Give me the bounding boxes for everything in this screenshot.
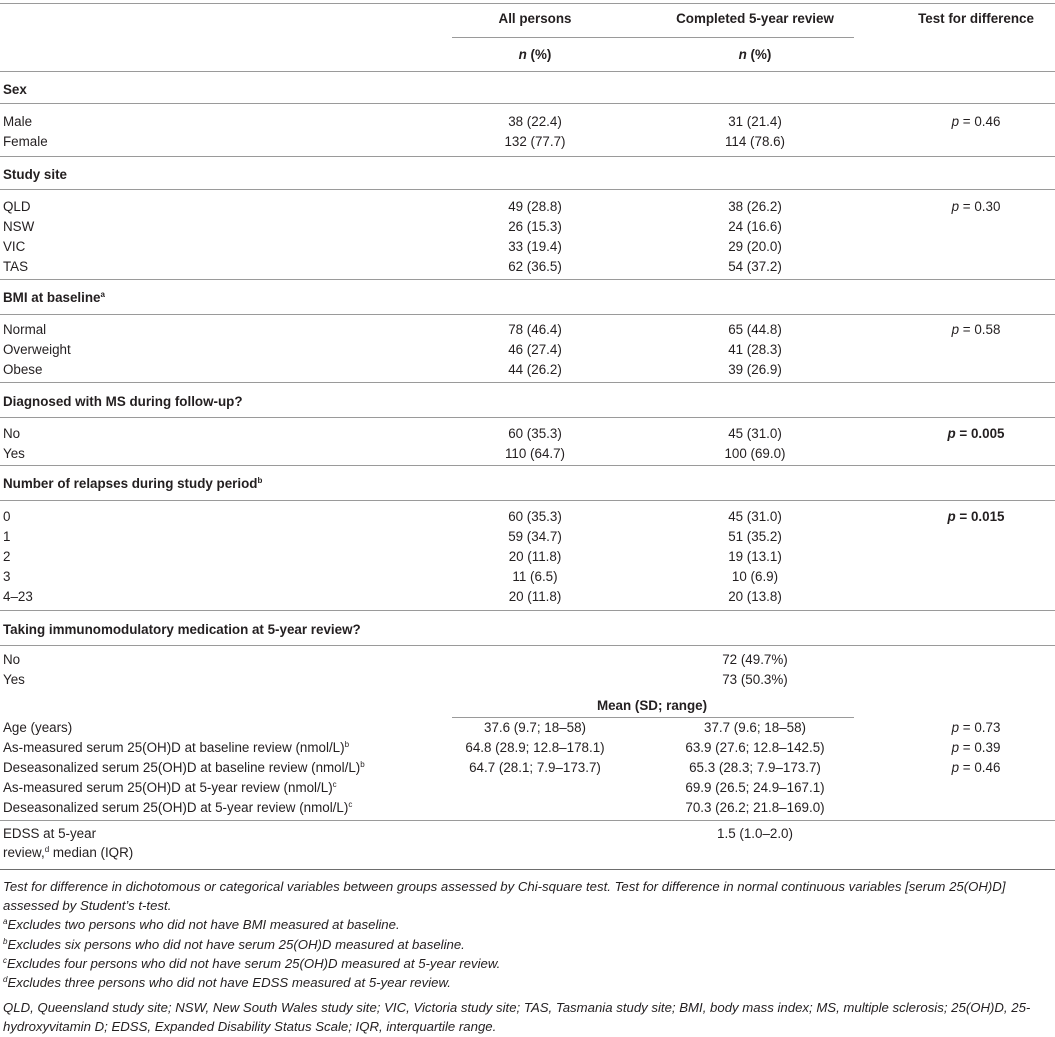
footnote-list — [3, 915, 1043, 992]
completed-value: 37.7 (9.6; 18–58) — [704, 720, 806, 735]
table-row — [0, 424, 1055, 444]
mean-row-label — [3, 738, 349, 758]
section-title-underline — [0, 645, 1055, 646]
row-label: No — [3, 426, 21, 441]
test-value — [900, 738, 1052, 758]
completed-value: 65 (44.8) — [728, 322, 782, 337]
completed-value: 20 (13.8) — [728, 589, 782, 604]
edss-rule — [0, 820, 1055, 821]
test-value — [900, 197, 1052, 217]
row-label: Overweight — [3, 342, 71, 357]
completed-value: 19 (13.1) — [728, 549, 782, 564]
mean-row-label — [3, 758, 365, 778]
section-title-underline — [0, 500, 1055, 501]
p-symbol: p — [951, 720, 960, 735]
n-percent-all: n (%) — [518, 47, 552, 62]
n-percent-row — [0, 45, 1055, 65]
all-persons-value: 49 (28.8) — [508, 199, 562, 214]
table-row — [0, 217, 1055, 237]
table-row — [0, 587, 1055, 607]
test-value — [900, 507, 1052, 527]
section-title-underline — [0, 417, 1055, 418]
footnote-item — [3, 935, 1043, 954]
p-value: = 0.30 — [959, 199, 1001, 214]
row-label: Obese — [3, 362, 43, 377]
footnote-abbreviations: QLD, Queensland study site; NSW, New South Wales study site; VIC, Victoria study site; TAS, Tasmania study site; BMI, body mass index; MS, multiple sclerosis; 25(OH)D, 25-hydroxyvitamin D; EDSS, Expanded Disability Status Scale; IQR, interquartile range. — [3, 1000, 1031, 1035]
row-label: 0 — [3, 509, 11, 524]
all-persons-value: 33 (19.4) — [508, 239, 562, 254]
table-row — [0, 567, 1055, 587]
completed-value: 65.3 (28.3; 7.9–173.7) — [689, 760, 821, 775]
section-title — [3, 620, 361, 640]
all-persons-value: 60 (35.3) — [508, 426, 562, 441]
section-title — [3, 165, 67, 185]
table-row — [0, 340, 1055, 360]
header-completed-review: Completed 5-year review — [676, 11, 834, 26]
section-rule — [0, 465, 1055, 466]
p-value: = 0.46 — [959, 760, 1001, 775]
table-row — [0, 197, 1055, 217]
header-test-difference: Test for difference — [918, 11, 1034, 26]
footnote-text: Excludes three persons who did not have EDSS measured at 5-year review. — [7, 975, 451, 991]
section-title — [3, 288, 105, 308]
section-title-text: Study site — [3, 167, 67, 182]
completed-value: 31 (21.4) — [728, 114, 782, 129]
section-title-text: BMI at baseline — [3, 290, 101, 305]
section-title-row — [0, 620, 1055, 640]
table-bottom-rule — [0, 869, 1055, 870]
footnotes — [3, 877, 1043, 1037]
all-persons-value: 11 (6.5) — [512, 569, 558, 584]
completed-value: 39 (26.9) — [728, 362, 782, 377]
p-symbol: p — [951, 199, 960, 214]
all-persons-value: 26 (15.3) — [508, 219, 562, 234]
edss-row — [0, 824, 1055, 844]
n-percent-completed: n (%) — [738, 47, 772, 62]
all-persons-value: 78 (46.4) — [508, 322, 562, 337]
completed-value: 10 (6.9) — [731, 569, 779, 584]
table-row — [0, 320, 1055, 340]
completed-value: 69.9 (26.5; 24.9–167.1) — [685, 780, 825, 795]
row-label: No — [3, 652, 21, 667]
row-label: 4–23 — [3, 589, 33, 604]
footnote-item — [3, 954, 1043, 973]
completed-value: 54 (37.2) — [728, 259, 782, 274]
p-symbol: p — [951, 760, 960, 775]
all-persons-value: 44 (26.2) — [508, 362, 562, 377]
edss-label: EDSS at 5-year review,$^d$ median (IQR) — [3, 826, 134, 860]
mean-row — [0, 758, 1055, 778]
mean-row-sup: b — [344, 740, 350, 749]
footnote-sup: d — [3, 975, 8, 985]
table-top-rule — [0, 3, 1055, 4]
p-value: = 0.46 — [959, 114, 1001, 129]
p-value: = 0.39 — [959, 740, 1001, 755]
section-title — [3, 392, 243, 412]
row-label: VIC — [3, 239, 26, 254]
all-persons-value: 110 (64.7) — [504, 446, 566, 461]
all-persons-value: 64.7 (28.1; 7.9–173.7) — [469, 760, 601, 775]
section-title-underline — [0, 103, 1055, 104]
section-rule — [0, 156, 1055, 157]
completed-value: 38 (26.2) — [728, 199, 782, 214]
row-label: NSW — [3, 219, 35, 234]
p-symbol: p — [947, 426, 956, 441]
row-label: Normal — [3, 322, 47, 337]
test-value — [900, 758, 1052, 778]
table-row — [0, 112, 1055, 132]
mean-row-label-text: Age (years) — [3, 720, 73, 735]
section-title-row — [0, 392, 1055, 412]
section-title-sup: b — [257, 476, 263, 485]
all-persons-value: 20 (11.8) — [508, 549, 562, 564]
completed-value: 100 (69.0) — [724, 446, 786, 461]
all-persons-value: 59 (34.7) — [508, 529, 562, 544]
table-row — [0, 527, 1055, 547]
completed-value: 24 (16.6) — [728, 219, 782, 234]
section-title — [3, 474, 262, 494]
table-row — [0, 444, 1055, 464]
mean-row-label-text: Deseasonalized serum 25(OH)D at 5-year review (nmol/L) — [3, 800, 349, 815]
all-persons-value: 38 (22.4) — [508, 114, 562, 129]
completed-value: 51 (35.2) — [728, 529, 782, 544]
row-label: Male — [3, 114, 33, 129]
footnote-main: Test for difference in dichotomous or categorical variables between groups assessed by Chi-square test. Test for difference in normal continuous variables [serum 25(OH)D] assessed by Student’s t-test. — [3, 879, 1006, 914]
all-persons-value: 64.8 (28.9; 12.8–178.1) — [465, 740, 605, 755]
p-value: = 0.73 — [959, 720, 1001, 735]
row-label: 1 — [3, 529, 11, 544]
mean-row-label — [3, 778, 337, 798]
p-value: = 0.015 — [955, 509, 1005, 524]
all-persons-value: 62 (36.5) — [508, 259, 562, 274]
footnote-item — [3, 973, 1043, 992]
mean-row-label-text: Deseasonalized serum 25(OH)D at baseline review (nmol/L) — [3, 760, 361, 775]
p-symbol: p — [951, 740, 960, 755]
row-label: Yes — [3, 446, 25, 461]
completed-value: 45 (31.0) — [728, 426, 782, 441]
row-label: TAS — [3, 259, 29, 274]
p-value: = 0.58 — [959, 322, 1001, 337]
header-underline — [452, 37, 854, 38]
footnote-item — [3, 915, 1043, 934]
mean-row — [0, 738, 1055, 758]
completed-value: 72 (49.7%) — [722, 652, 788, 667]
mean-row-label-text: As-measured serum 25(OH)D at baseline review (nmol/L) — [3, 740, 345, 755]
section-title-row — [0, 474, 1055, 494]
footnote-sup: c — [3, 955, 7, 965]
row-label: 3 — [3, 569, 11, 584]
p-symbol: p — [947, 509, 956, 524]
completed-value: 45 (31.0) — [728, 509, 782, 524]
section-title-row — [0, 165, 1055, 185]
section-title-text: Number of relapses during study period — [3, 476, 258, 491]
mean-row — [0, 778, 1055, 798]
section-title-row — [0, 80, 1055, 100]
mean-row-label-text: As-measured serum 25(OH)D at 5-year review (nmol/L) — [3, 780, 333, 795]
table-row — [0, 507, 1055, 527]
footnote-text: Excludes two persons who did not have BMI measured at baseline. — [7, 917, 400, 933]
p-symbol: p — [951, 114, 960, 129]
table-row — [0, 237, 1055, 257]
all-persons-value: 46 (27.4) — [508, 342, 562, 357]
row-label: Female — [3, 134, 48, 149]
all-persons-value: 20 (11.8) — [508, 589, 562, 604]
completed-value: 73 (50.3%) — [722, 672, 788, 687]
test-value — [900, 424, 1052, 444]
section-title — [3, 80, 27, 100]
header-row — [0, 9, 1055, 29]
test-value — [900, 320, 1052, 340]
completed-value: 41 (28.3) — [728, 342, 782, 357]
p-value: = 0.005 — [955, 426, 1005, 441]
all-persons-value: 132 (77.7) — [504, 134, 566, 149]
table-row — [0, 360, 1055, 380]
test-value — [900, 112, 1052, 132]
mean-header-row — [0, 696, 1055, 716]
section-title-text: Sex — [3, 82, 27, 97]
mean-row-sup: b — [360, 760, 365, 769]
test-value — [900, 718, 1052, 738]
edss-completed-value: 1.5 (1.0–2.0) — [717, 826, 793, 841]
section-title-text: Taking immunomodulatory medication at 5-year review? — [3, 622, 361, 637]
row-label: 2 — [3, 549, 11, 564]
table-row — [0, 650, 1055, 670]
completed-value: 114 (78.6) — [724, 134, 786, 149]
section-rule — [0, 279, 1055, 280]
completed-value: 29 (20.0) — [728, 239, 782, 254]
footnote-text: Excludes four persons who did not have serum 25(OH)D measured at 5-year review. — [7, 955, 501, 971]
section-title-sup: a — [100, 290, 105, 299]
table-row — [0, 132, 1055, 152]
section-title-underline — [0, 189, 1055, 190]
row-label: QLD — [3, 199, 31, 214]
footnote-sup: b — [3, 936, 8, 946]
mean-row-sup: c — [348, 800, 353, 809]
all-persons-value: 60 (35.3) — [508, 509, 562, 524]
table-row — [0, 547, 1055, 567]
completed-value: 63.9 (27.6; 12.8–142.5) — [685, 740, 825, 755]
p-symbol: p — [951, 322, 960, 337]
all-persons-value: 37.6 (9.7; 18–58) — [484, 720, 586, 735]
row-label: Yes — [3, 672, 25, 687]
mean-row-label — [3, 798, 352, 818]
section-rule — [0, 71, 1055, 72]
mean-header: Mean (SD; range) — [596, 698, 708, 713]
mean-row-label — [3, 718, 72, 738]
section-rule — [0, 610, 1055, 611]
section-rule — [0, 382, 1055, 383]
header-all-persons: All persons — [498, 11, 572, 26]
mean-row-sup: c — [332, 780, 337, 789]
footnote-text: Excludes six persons who did not have serum 25(OH)D measured at baseline. — [7, 936, 465, 952]
completed-value: 70.3 (26.2; 21.8–169.0) — [685, 800, 825, 815]
footnote-sup: a — [3, 917, 8, 927]
section-title-text: Diagnosed with MS during follow-up? — [3, 394, 243, 409]
mean-row — [0, 798, 1055, 818]
table-row — [0, 257, 1055, 277]
mean-row — [0, 718, 1055, 738]
section-title-row — [0, 288, 1055, 308]
section-title-underline — [0, 314, 1055, 315]
table-row — [0, 670, 1055, 690]
